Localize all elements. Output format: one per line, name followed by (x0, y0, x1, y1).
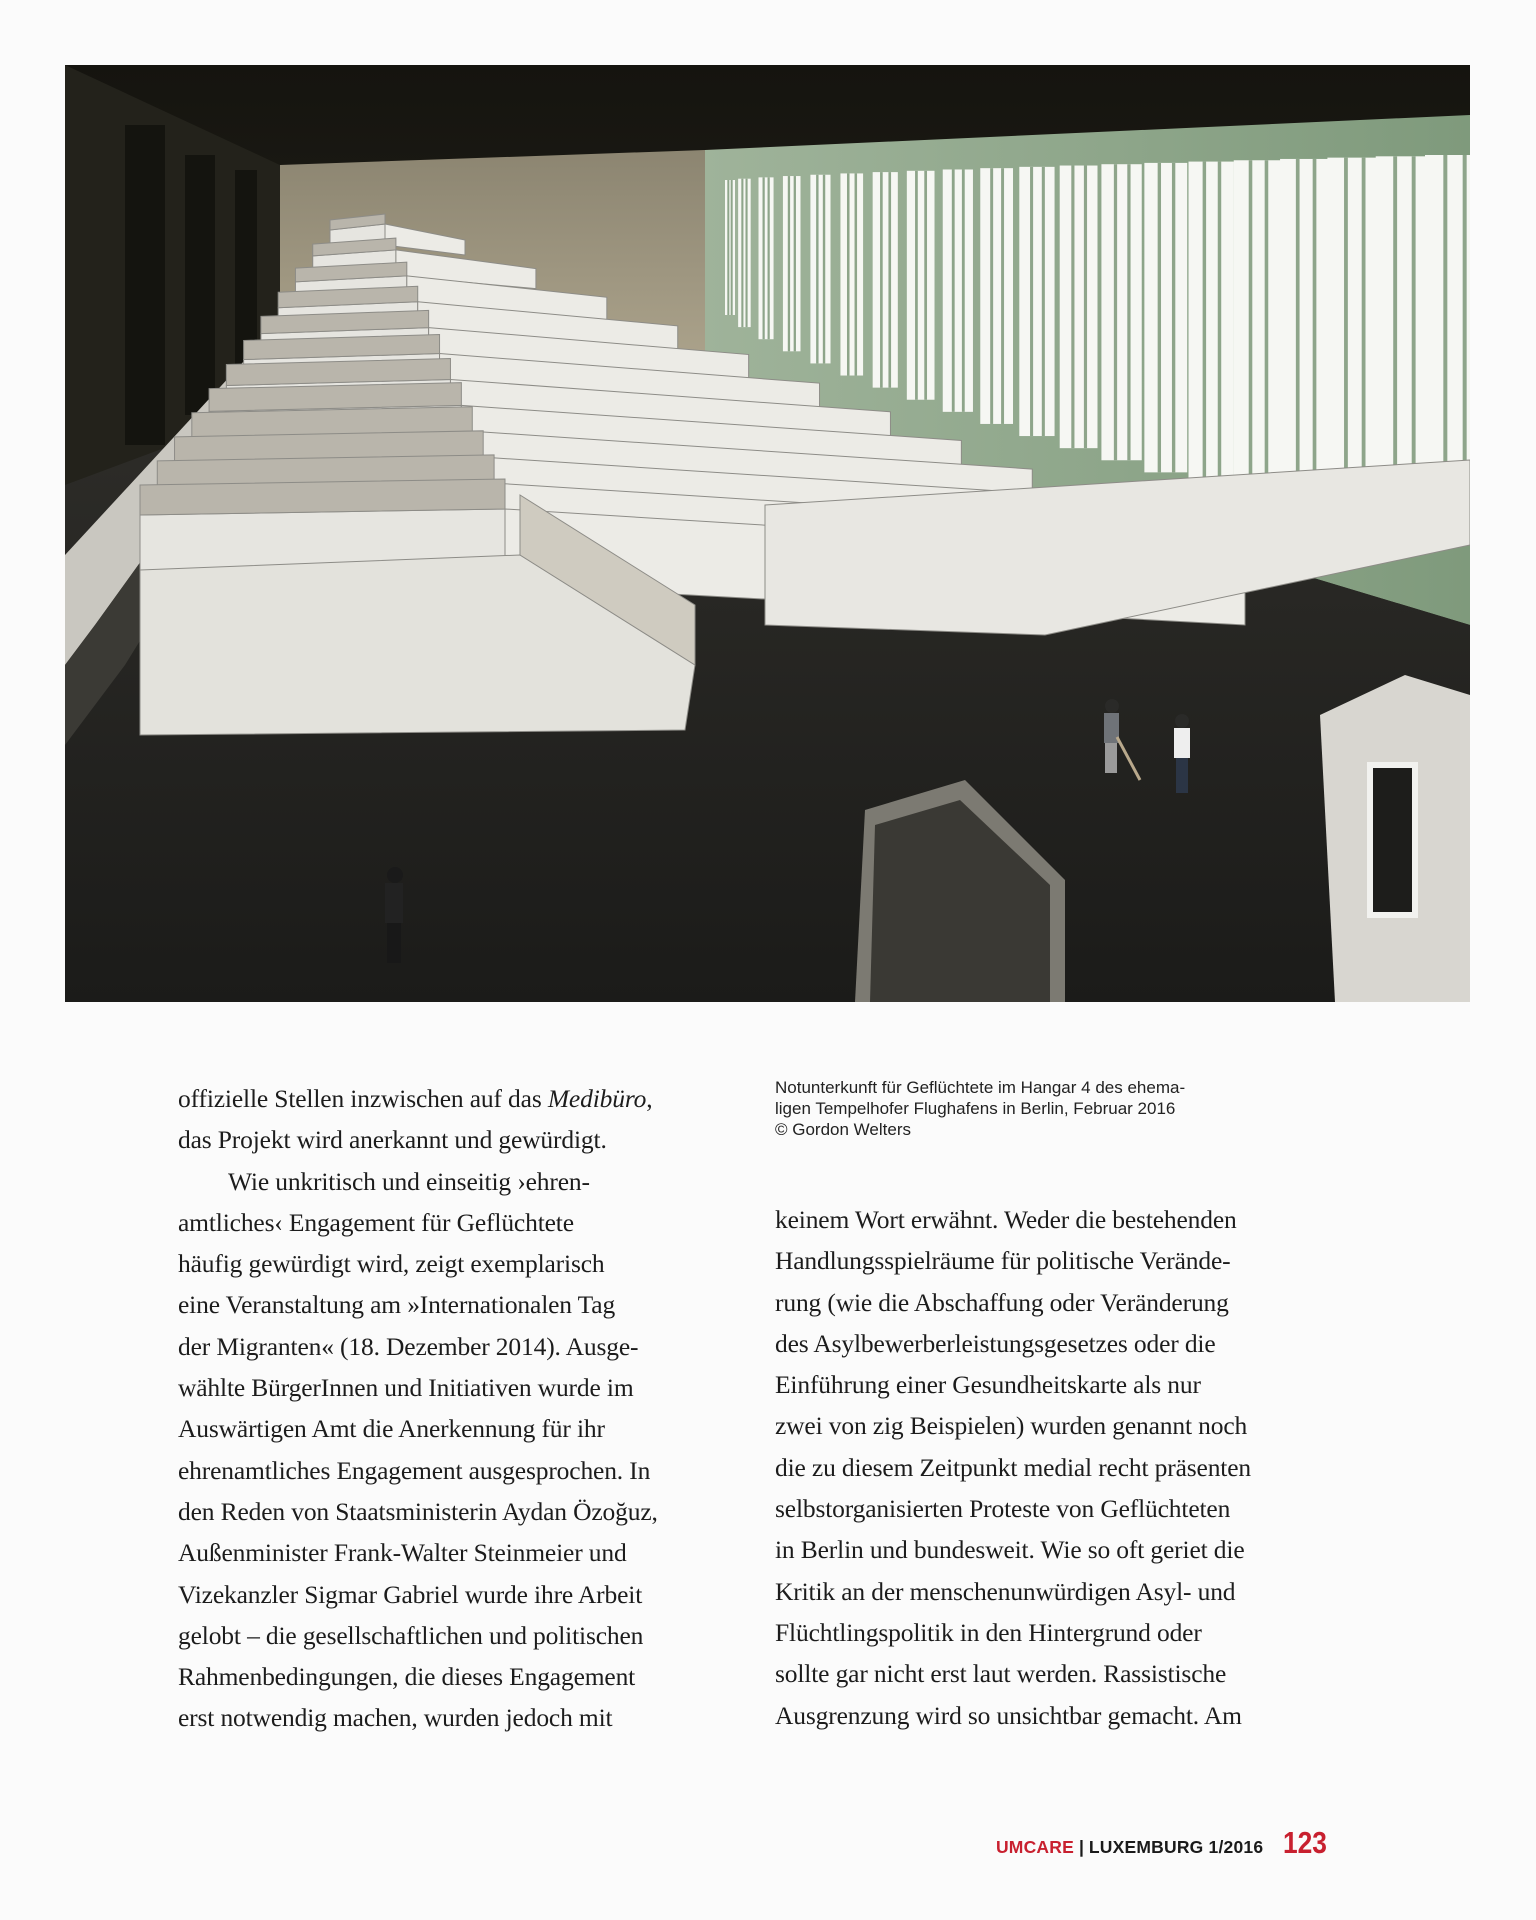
hangar-window (759, 177, 774, 339)
window-mullion (768, 177, 770, 339)
medibuero-emphasis: Medibüro (547, 1084, 647, 1113)
window-mullion (1249, 160, 1253, 496)
hangar-window (783, 176, 801, 351)
window-mullion (1071, 166, 1074, 449)
window-mullion (1218, 162, 1221, 485)
body-line: Flüchtlingspolitik in den Hintergrund oder (775, 1617, 1202, 1647)
body-line: zwei von zig Beispielen) wurden genannt noch (775, 1411, 1248, 1441)
window-mullion (990, 168, 993, 424)
window-mullion (1030, 167, 1033, 436)
window-mullion (727, 180, 729, 315)
hangar-window (840, 173, 863, 375)
window-mullion (1313, 159, 1317, 509)
body-line: Ausgrenzung wird so unsichtbar gemacht. Am (775, 1700, 1242, 1730)
window-mullion (924, 171, 927, 400)
hangar-window (1019, 167, 1054, 436)
footer-separator: | (1078, 1837, 1084, 1857)
hangar-window (907, 171, 935, 400)
body-line: erst notwendig machen, wurden jedoch mit (178, 1703, 613, 1733)
window-mullion (1344, 158, 1348, 521)
body-line: rung (wie die Abschaffung oder Veränderung (775, 1287, 1229, 1317)
body-line: Vizekanzler Sigmar Gabriel wurde ihre Arbeit (178, 1579, 643, 1609)
window-mullion (1158, 163, 1161, 472)
body-line: wählte BürgerInnen und Initiativen wurde im (178, 1373, 634, 1403)
container-door (1370, 765, 1415, 915)
window-mullion (888, 172, 891, 388)
hangar-window (980, 168, 1013, 424)
hangar-window (1101, 164, 1141, 460)
body-line: eine Veranstaltung am »Internationalen Tag (178, 1290, 616, 1320)
body-text: offizielle Stellen inzwischen auf das (178, 1084, 548, 1113)
window-mullion (816, 175, 818, 364)
text-column-left (178, 1078, 658, 1739)
window-mullion (741, 179, 743, 327)
hangar-window (1144, 163, 1187, 472)
body-line (178, 1078, 658, 1119)
hangar-window (873, 172, 898, 388)
hangar-photo-illustration (65, 65, 1470, 1002)
hangar-window (810, 175, 830, 364)
body-line: häufig gewürdigt wird, zeigt exemplarisch (178, 1249, 605, 1279)
window-mullion (745, 179, 747, 327)
body-line: Außenminister Frank-Walter Steinmeier und (178, 1538, 627, 1568)
window-mullion (731, 180, 733, 315)
section-name: UMCARE (995, 1837, 1074, 1857)
window-mullion (1296, 159, 1300, 509)
body-line: der Migranten« (18. Dezember 2014). Ausge- (178, 1331, 639, 1361)
hangar-window (1280, 159, 1330, 509)
window-mullion (1127, 164, 1130, 460)
window-mullion (1203, 162, 1206, 485)
window-mullion (1172, 163, 1175, 472)
body-line: selbstorganisierten Proteste von Geflüchteten (775, 1494, 1231, 1524)
window-mullion (1084, 166, 1087, 449)
body-line: die zu diesem Zeitpunkt medial recht präsenten (775, 1452, 1252, 1482)
body-line: gelobt – die gesellschaftlichen und politischen (178, 1620, 644, 1650)
window-mullion (855, 173, 858, 375)
hangar-window (1234, 160, 1282, 496)
window-mullion (1042, 167, 1045, 436)
hangar-window (1189, 162, 1234, 485)
body-line: das Projekt wird anerkannt und gewürdigt. (178, 1125, 607, 1155)
window-mullion (880, 172, 883, 388)
hangar-window (943, 169, 973, 411)
body-line: den Reden von Staatsministerin Aydan Özoğuz, (178, 1496, 658, 1526)
hangar-window (738, 179, 751, 327)
photo-caption (775, 1077, 1185, 1140)
body-line: Handlungsspielräume für politische Verände- (775, 1246, 1231, 1276)
window-mullion (794, 176, 796, 351)
body-line: des Asylbewerberleistungsgesetzes oder die (775, 1328, 1216, 1358)
window-mullion (962, 169, 965, 411)
window-mullion (952, 169, 955, 411)
page-footer (996, 1825, 1335, 1861)
hangar-photo (65, 65, 1470, 1002)
body-line: amtliches‹ Engagement für Geflüchtete (178, 1207, 574, 1237)
window-mullion (847, 173, 850, 375)
body-line: ehrenamtliches Engagement ausgesprochen. In (178, 1455, 651, 1485)
window-mullion (788, 176, 790, 351)
window-mullion (915, 171, 918, 400)
body-line: Kritik an der menschenunwürdigen Asyl- und (775, 1576, 1236, 1606)
body-line: in Berlin und bundesweit. Wie so oft geriet die (775, 1535, 1245, 1565)
window-mullion (1001, 168, 1004, 424)
hangar-window (725, 180, 735, 315)
caption-line: Notunterkunft für Geflüchtete im Hangar 4 des ehema- (775, 1078, 1186, 1097)
magazine-issue: LUXEMBURG 1/2016 (1088, 1837, 1264, 1857)
cubicle-interior (140, 479, 505, 515)
window-mullion (763, 177, 765, 339)
body-line: Auswärtigen Amt die Anerkennung für ihr (178, 1414, 605, 1444)
body-text: , (646, 1084, 653, 1113)
body-line: sollte gar nicht erst laut werden. Rassistische (775, 1659, 1227, 1689)
body-line: Einführung einer Gesundheitskarte als nur (775, 1370, 1201, 1400)
caption-line: ligen Tempelhofer Flughafens in Berlin, Februar 2016 (775, 1099, 1176, 1118)
page-number: 123 (1283, 1825, 1328, 1860)
text-column-right (775, 1199, 1251, 1736)
window-mullion (1114, 164, 1117, 460)
window-mullion (1265, 160, 1269, 496)
body-line: keinem Wort erwähnt. Weder die bestehenden (775, 1205, 1237, 1234)
window-mullion (823, 175, 825, 364)
hangar-window (1060, 166, 1098, 449)
caption-credit: © Gordon Welters (775, 1120, 911, 1139)
body-line-paragraph-start: Wie unkritisch und einseitig ›ehren- (228, 1166, 590, 1196)
body-line: Rahmenbedingungen, die dieses Engagement (178, 1662, 636, 1692)
